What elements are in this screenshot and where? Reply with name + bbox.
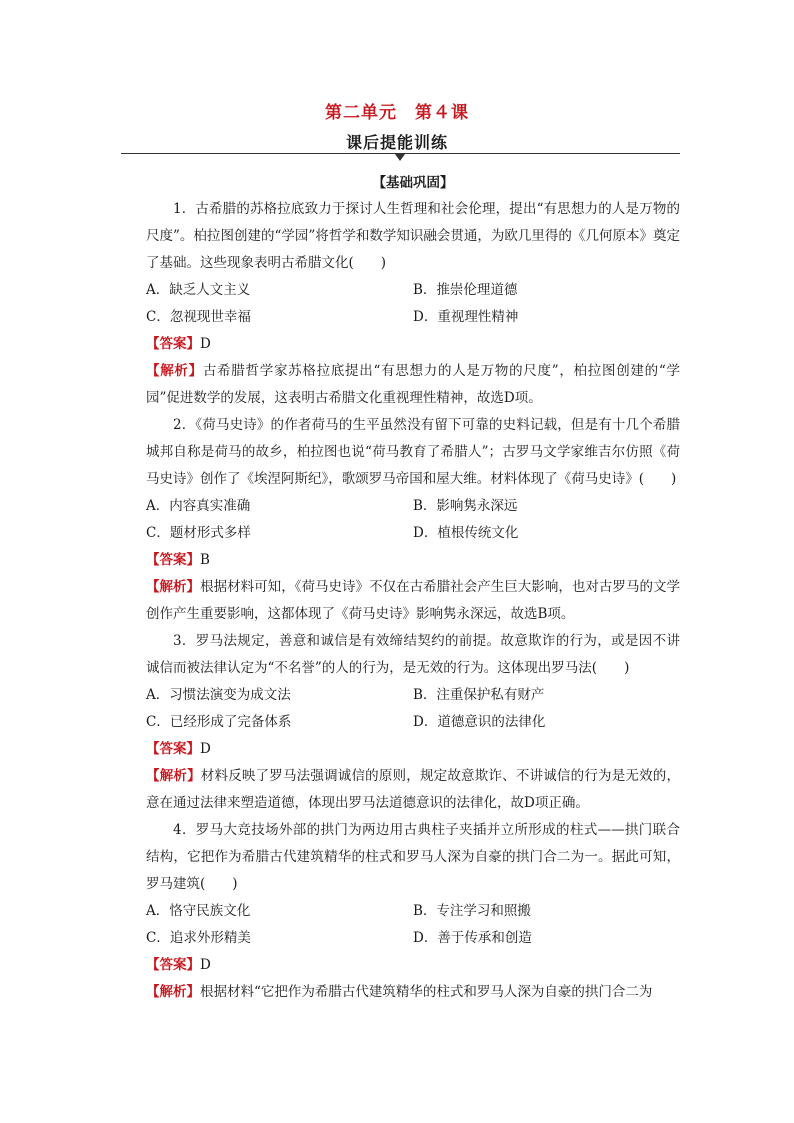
question-stem: 2．《荷马史诗》的作者荷马的生平虽然没有留下可靠的史料记载，但是有十几个希腊城邦自称是荷马的故乡，柏拉图也说“荷马教育了希腊人”；古罗马文学家维吉尔仿照《荷马史诗》创作了《埃涅阿斯纪》，歌颂罗马帝国和屋大维。材料体现了《荷马史诗》( ) (146, 417, 680, 487)
answer-label: 【答案】 (146, 741, 200, 757)
answer-line (146, 547, 680, 574)
analysis-line (146, 358, 680, 412)
answer-value: D (200, 957, 211, 973)
option-c: C．忽视现世幸福 (146, 309, 251, 325)
option-d: D．重视理性精神 (413, 309, 519, 325)
option-b: B．注重保护私有财产 (413, 687, 545, 703)
question-stem: 1．古希腊的苏格拉底致力于探讨人生哲理和社会伦理，提出“有思想力的人是万物的尺度”。柏拉图创建的“学园”将哲学和数学知识融会贯通，为欧几里得的《几何原本》奠定了基础。这些现象表明古希腊文化( ) (146, 201, 680, 271)
question-stem: 4．罗马大竞技场外部的拱门为两边用古典柱子夹插并立所形成的柱式——拱门联合结构，它把作为希腊古代建筑精华的柱式和罗马人深为自豪的拱门合二为一。据此可知，罗马建筑( ) (146, 822, 680, 892)
options (146, 493, 680, 547)
answer-value: B (200, 552, 210, 568)
analysis-line (146, 979, 680, 1006)
lesson-title: 第４课 (415, 103, 469, 123)
answer-value: D (200, 336, 211, 352)
analysis-label: 【解析】 (146, 768, 201, 784)
option-b: B．专注学习和照搬 (413, 903, 531, 919)
option-c: C．追求外形精美 (146, 930, 251, 946)
option-c: C．已经形成了完备体系 (146, 714, 292, 730)
analysis-text: 根据材料“它把作为希腊古代建筑精华的柱式和罗马人深为自豪的拱门合二为 (200, 984, 653, 1000)
analysis-label: 【解析】 (146, 363, 203, 379)
option-a: A．恪守民族文化 (146, 903, 251, 919)
question-1 (146, 196, 680, 412)
analysis-text: 古希腊哲学家苏格拉底提出“有思想力的人是万物的尺度”，柏拉图创建的“学园”促进数学的发展，这表明古希腊文化重视理性精神，故选D项。 (146, 363, 680, 406)
answer-line (146, 952, 680, 979)
answer-label: 【答案】 (146, 552, 200, 568)
answer-label: 【答案】 (146, 336, 200, 352)
analysis-text: 根据材料可知，《荷马史诗》不仅在古希腊社会产生巨大影响，也对古罗马的文学创作产生重要影响，这都体现了《荷马史诗》影响隽永深远，故选B项。 (146, 579, 681, 622)
option-d: D．植根传统文化 (413, 525, 519, 541)
question-3 (146, 628, 680, 817)
page-title (0, 98, 794, 123)
divider-triangle-icon (395, 154, 405, 161)
answer-label: 【答案】 (146, 957, 200, 973)
question-stem: 3．罗马法规定，善意和诚信是有效缔结契约的前提。故意欺诈的行为，或是因不讲诚信而被法律认定为“不名誉”的人的行为，是无效的行为。这体现出罗马法( ) (146, 633, 680, 676)
section-title: 【基础巩固】 (372, 175, 454, 191)
options (146, 898, 680, 952)
content (146, 170, 680, 1006)
analysis-label: 【解析】 (146, 579, 201, 595)
analysis-line (146, 763, 680, 817)
option-a: A．缺乏人文主义 (146, 282, 251, 298)
option-d: D．善于传承和创造 (413, 930, 532, 946)
options (146, 277, 680, 331)
option-a: A．内容真实准确 (146, 498, 251, 514)
page-subtitle: 课后提能训练 (345, 133, 448, 152)
option-c: C．题材形式多样 (146, 525, 251, 541)
answer-value: D (200, 741, 211, 757)
option-a: A．习惯法演变为成文法 (146, 687, 291, 703)
answer-line (146, 736, 680, 763)
option-b: B．推崇伦理道德 (413, 282, 518, 298)
option-b: B．影响隽永深远 (413, 498, 518, 514)
unit-title: 第二单元 (325, 103, 397, 123)
analysis-text: 材料反映了罗马法强调诚信的原则，规定故意欺诈、不讲诚信的行为是无效的，意在通过法律来塑造道德，体现出罗马法道德意识的法律化，故D项正确。 (146, 768, 681, 811)
question-2 (146, 412, 680, 628)
option-d: D．道德意识的法律化 (413, 714, 546, 730)
question-4 (146, 817, 680, 1006)
analysis-line (146, 574, 680, 628)
options (146, 682, 680, 736)
answer-line (146, 331, 680, 358)
analysis-label: 【解析】 (146, 984, 200, 1000)
